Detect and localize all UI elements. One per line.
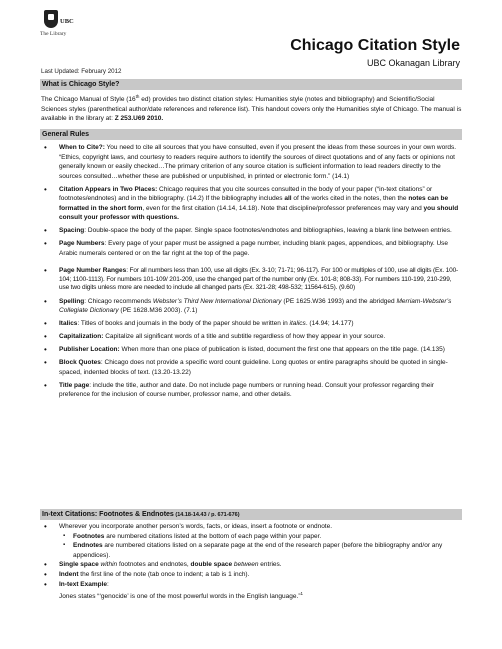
rule-text: : Double-space the body of the paper. Single space footnotes/endnotes and bibliographies, leaving a blank line between entries. (84, 227, 452, 234)
rule-text: (PE 1628.M36 2003). (7.1) (118, 307, 198, 314)
rule-label: Citation Appears in Two Places: (59, 185, 158, 193)
rule-text: footnotes and endnotes, (117, 561, 191, 568)
rule-emphasis: all (284, 195, 292, 202)
logo-library-label: The Library (40, 31, 67, 37)
rule-text: Wherever you incorporate another person’s words, facts, or ideas, insert a footnote or endnote. (59, 523, 333, 530)
call-number: Z 253.U69 2010. (114, 115, 164, 123)
rule-italic: Webster’s Third New International Dictionary (152, 297, 282, 305)
section-heading-what-text: What is Chicago Style? (42, 81, 120, 88)
example-sup: 1 (300, 591, 303, 596)
rule-label: Page Number Ranges (59, 267, 127, 274)
rule-text: : Chicago does not provide a specific word count guideline. Long quotes or entire paragraphs should be quoted in single-spaced, indented blocks of text. (13.20-13.22) (59, 359, 448, 376)
logo-text (60, 18, 74, 25)
rule-text: You need to cite all sources that you have consulted, even if you present the ideas from these sources in your own words. “Ethics, copyright laws, and courtesy to readers require authors to identify the sources of direct quotations and of any facts or opinions not generally known or easily checked…The primary criterion of any source citation is sufficient information to lead readers directly to the sources consulted…whether these are published or unpublished, in printed or electronic form.” (14.1) (59, 144, 457, 180)
rule-label: Block Quotes (59, 359, 101, 366)
rule-label: Capitalization: (59, 333, 104, 340)
rule-italic: Merriam-Webster’s Collegiate Dictionary (59, 297, 452, 314)
rule-title-page (41, 381, 462, 400)
rule-block-quotes (41, 358, 462, 377)
note-type-footnotes (59, 532, 462, 542)
intro-text-2: ed) provides two distinct citation styles: Humanities style (notes and bibliography) and Scientific/Social Sciences styles (parenthetical author/date references and reference list). This handout covers only the Humanities style of Chicago. The manual is available in the library at: (41, 96, 462, 123)
document-title: Chicago Citation Style (290, 37, 460, 54)
rule-page-numbers (41, 239, 462, 258)
rule-italic: italics (289, 320, 306, 327)
example-text: Jones states “‘genocide’ is one of the most powerful words in the English language.” (59, 593, 301, 601)
rule-label: double space (190, 561, 234, 568)
intext-example-quote (41, 589, 480, 602)
intro-paragraph (41, 92, 462, 124)
rule-text: entries. (258, 561, 282, 568)
document-subtitle: UBC Okanagan Library (366, 58, 460, 68)
note-types-list (59, 532, 462, 561)
rule-text: (PE 1625.W36 1993) and the abridged (281, 297, 397, 305)
rule-emphasis: notes can be formatted in the short form (59, 195, 449, 212)
section-heading-intext (40, 509, 462, 520)
note-type-endnotes (59, 541, 462, 560)
intext-rules-list (41, 522, 462, 590)
rule-text: : include the title, author and date. Do not include page numbers or running head. Consult your professor regarding their preference for the inclusion of course number, professor name, and other details. (59, 381, 434, 398)
rule-text: are numbered citations listed on a separate page at the end of the research paper (before the bibliography and/or any appendices). (73, 542, 443, 559)
rule-text: : Chicago recommends (84, 297, 153, 305)
ubc-crest-icon (44, 10, 58, 28)
intro-sup: th (135, 94, 140, 99)
rule-label: Title page (59, 381, 90, 389)
rule-italic: between (233, 561, 259, 568)
rule-text: are numbered citations listed at the bottom of each page within your paper. (104, 532, 322, 540)
rule-label: Page Numbers (59, 240, 105, 247)
section-heading-what (40, 79, 462, 90)
intext-spacing (41, 560, 462, 570)
rule-text: . (14.94; 14.177) (305, 320, 354, 327)
rule-italics (41, 319, 462, 329)
rule-label: Spacing (59, 227, 85, 234)
rule-two-places (41, 185, 462, 223)
rule-text: : For all numbers less than 100, use all digits (Ex. 3-10; 71-71; 96-117). For 100 or multiples of 100, use all digits (Ex. 100-104; 1100-1113). For numbers 101-109/ 201-209, use the changed part of the number only (Ex. 101-8; 808-33). For numbers 110-199, 210-299, use two digits unless more are needed to include all changed parts (Ex. 321-28; 498-532; 11564-615). (9.60) (59, 267, 459, 291)
rule-label: Spelling (59, 297, 85, 305)
rule-text: When more than one place of publication is listed, document the first one that appears on the title page. (14.135) (119, 346, 445, 353)
rule-text: : (107, 581, 109, 588)
rule-emphasis: you should consult your professor with questions. (59, 204, 459, 221)
rule-label: Italics (59, 320, 78, 327)
rule-label: Single space (59, 561, 101, 568)
rule-label: Footnotes (73, 532, 105, 540)
logo-text-line1: UBC (60, 18, 74, 25)
rule-page-ranges (41, 267, 462, 293)
rule-text: , even for the first citation (14.14, 14.18). Note that discipline/professor preferences may vary and (142, 204, 424, 212)
rule-label: Indent (59, 571, 79, 578)
intro-text-1: The Chicago Manual of Style (16 (41, 96, 136, 104)
rule-spacing (41, 226, 462, 236)
rule-label: Endnotes (73, 542, 103, 549)
general-rules-list (41, 143, 462, 400)
section-heading-intext-note: (14.18-14.43 / p. 671-676) (173, 512, 240, 518)
intext-indent (41, 570, 462, 580)
intext-wherever (41, 522, 462, 560)
ubc-logo (40, 10, 80, 37)
rule-when-to-cite (41, 143, 462, 181)
rule-label: Publisher Location: (59, 346, 120, 353)
section-heading-general-text: General Rules (42, 131, 90, 138)
section-heading-general (40, 129, 462, 140)
rule-italic: within (100, 561, 118, 568)
section-heading-intext-text: In-text Citations: Footnotes & Endnotes (42, 511, 174, 518)
rule-text: : Titles of books and journals in the body of the paper should be written in (77, 320, 290, 327)
rule-text: Chicago requires that you cite sources consulted in the body of your paper (“in-text citations” or footnotes/endnotes) and in the bibliography. (14.2) If the bibliography includes (59, 185, 433, 202)
rule-text: of the works cited in the notes, then the (291, 195, 409, 202)
last-updated: Last Updated: February 2012 (41, 68, 122, 75)
rule-capitalization (41, 332, 462, 342)
rule-label: When to Cite?: (59, 144, 105, 151)
rule-text: Capitalize all significant words of a title and subtitle regardless of how they appear in your source. (103, 333, 386, 340)
rule-text: : Every page of your paper must be assigned a page number, including blank pages, appendices, and bibliography. Use Arabic numerals centered or on the far right at the top of the page. (59, 240, 449, 257)
rule-spelling (41, 297, 462, 316)
rule-label: In-text Example (59, 581, 108, 588)
rule-publisher-location (41, 345, 462, 355)
rule-text: the first line of the note (tab once to indent; a tab is 1 inch). (78, 571, 250, 578)
